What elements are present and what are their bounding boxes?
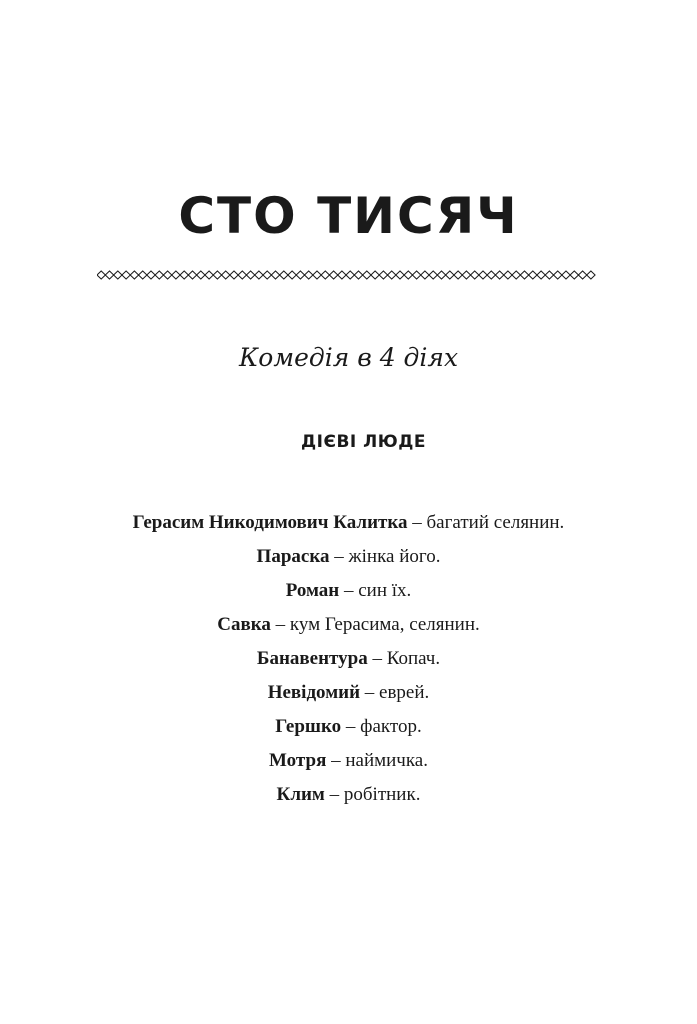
diamond-link-icon	[122, 271, 130, 279]
character-description: багатий селянин.	[426, 512, 565, 533]
diamond-link-icon	[471, 271, 479, 279]
dash: –	[275, 614, 286, 635]
cast-entry	[0, 642, 697, 676]
diamond-link-icon	[97, 271, 105, 279]
cast-entry	[0, 744, 697, 778]
diamond-link-icon	[437, 271, 445, 279]
character-description: робітник.	[343, 784, 421, 805]
diamond-link-icon	[114, 271, 122, 279]
cast-entry	[0, 540, 697, 574]
character-description: кум Герасима, селянин.	[289, 614, 480, 635]
dash: –	[364, 682, 375, 703]
character-name: Мотря	[269, 750, 327, 771]
character-description: Копач.	[386, 648, 441, 669]
diamond-link-icon	[230, 271, 238, 279]
cast-entry	[0, 574, 697, 608]
character-description: син їх.	[358, 580, 412, 601]
character-name: Герасим Никодимович Калитка	[132, 512, 408, 533]
cast-entry	[0, 676, 697, 710]
character-name: Параска	[256, 546, 330, 567]
dash: –	[343, 580, 354, 601]
diamond-link-icon	[495, 271, 503, 279]
diamond-link-icon	[205, 271, 213, 279]
diamond-link-icon	[188, 271, 196, 279]
character-description: фактор.	[360, 716, 422, 737]
diamond-link-icon	[197, 271, 205, 279]
diamond-link-icon	[545, 271, 553, 279]
character-description: наймичка.	[345, 750, 428, 771]
cast-entry	[0, 608, 697, 642]
diamond-link-icon	[446, 271, 454, 279]
character-description: еврей.	[379, 682, 430, 703]
diamond-chain-divider-icon	[97, 268, 600, 282]
diamond-link-icon	[388, 271, 396, 279]
diamond-link-icon	[504, 271, 512, 279]
dash: –	[331, 750, 341, 771]
diamond-link-icon	[246, 271, 254, 279]
diamond-link-icon	[329, 271, 337, 279]
diamond-link-icon	[396, 271, 404, 279]
character-name: Клим	[276, 784, 325, 805]
diamond-link-icon	[213, 271, 221, 279]
dash: –	[412, 512, 422, 533]
diamond-link-icon	[404, 271, 412, 279]
diamond-link-icon	[487, 271, 495, 279]
diamond-link-icon	[280, 271, 288, 279]
diamond-link-icon	[346, 271, 354, 279]
diamond-link-icon	[412, 271, 420, 279]
character-name: Роман	[285, 580, 340, 601]
diamond-link-icon	[296, 271, 304, 279]
dash: –	[345, 716, 356, 737]
diamond-link-icon	[288, 271, 296, 279]
diamond-link-icon	[172, 271, 180, 279]
diamond-link-icon	[379, 271, 387, 279]
diamond-link-icon	[562, 271, 570, 279]
diamond-link-icon	[222, 271, 230, 279]
diamond-link-icon	[554, 271, 562, 279]
diamond-link-icon	[570, 271, 578, 279]
character-name: Гершко	[275, 716, 342, 737]
diamond-link-icon	[512, 271, 520, 279]
diamond-link-icon	[371, 271, 379, 279]
character-name: Банавентура	[256, 648, 368, 669]
diamond-link-icon	[130, 271, 138, 279]
diamond-link-icon	[255, 271, 263, 279]
diamond-link-icon	[363, 271, 371, 279]
diamond-link-icon	[163, 271, 171, 279]
dash: –	[372, 648, 382, 669]
diamond-link-icon	[578, 271, 586, 279]
diamond-link-icon	[520, 271, 528, 279]
diamond-link-icon	[147, 271, 155, 279]
diamond-link-icon	[139, 271, 147, 279]
diamond-link-icon	[429, 271, 437, 279]
diamond-link-icon	[454, 271, 462, 279]
diamond-link-icon	[238, 271, 246, 279]
cast-entry	[0, 710, 697, 744]
diamond-link-icon	[338, 271, 346, 279]
diamond-link-icon	[421, 271, 429, 279]
cast-heading: ДІЄВІ ЛЮДЕ	[301, 432, 426, 452]
diamond-link-icon	[529, 271, 537, 279]
character-name: Невідомий	[267, 682, 361, 703]
diamond-link-icon	[462, 271, 470, 279]
character-name: Савка	[217, 614, 271, 635]
diamond-link-icon	[313, 271, 321, 279]
play-title: СТО ТИСЯЧ	[178, 187, 519, 245]
diamond-link-icon	[537, 271, 545, 279]
diamond-link-icon	[271, 271, 279, 279]
cast-entry	[0, 778, 697, 812]
diamond-link-icon	[105, 271, 113, 279]
cast-entry	[0, 506, 697, 540]
diamond-link-icon	[479, 271, 487, 279]
cast-list	[0, 506, 697, 812]
dash: –	[334, 546, 344, 567]
diamond-link-icon	[305, 271, 313, 279]
diamond-link-icon	[155, 271, 163, 279]
character-description: жінка його.	[348, 546, 441, 567]
diamond-link-icon	[354, 271, 362, 279]
dash: –	[329, 784, 340, 805]
diamond-link-icon	[321, 271, 329, 279]
diamond-link-icon	[587, 271, 595, 279]
diamond-link-icon	[263, 271, 271, 279]
play-subtitle: Комедія в 4 діях	[238, 343, 459, 372]
diamond-link-icon	[180, 271, 188, 279]
